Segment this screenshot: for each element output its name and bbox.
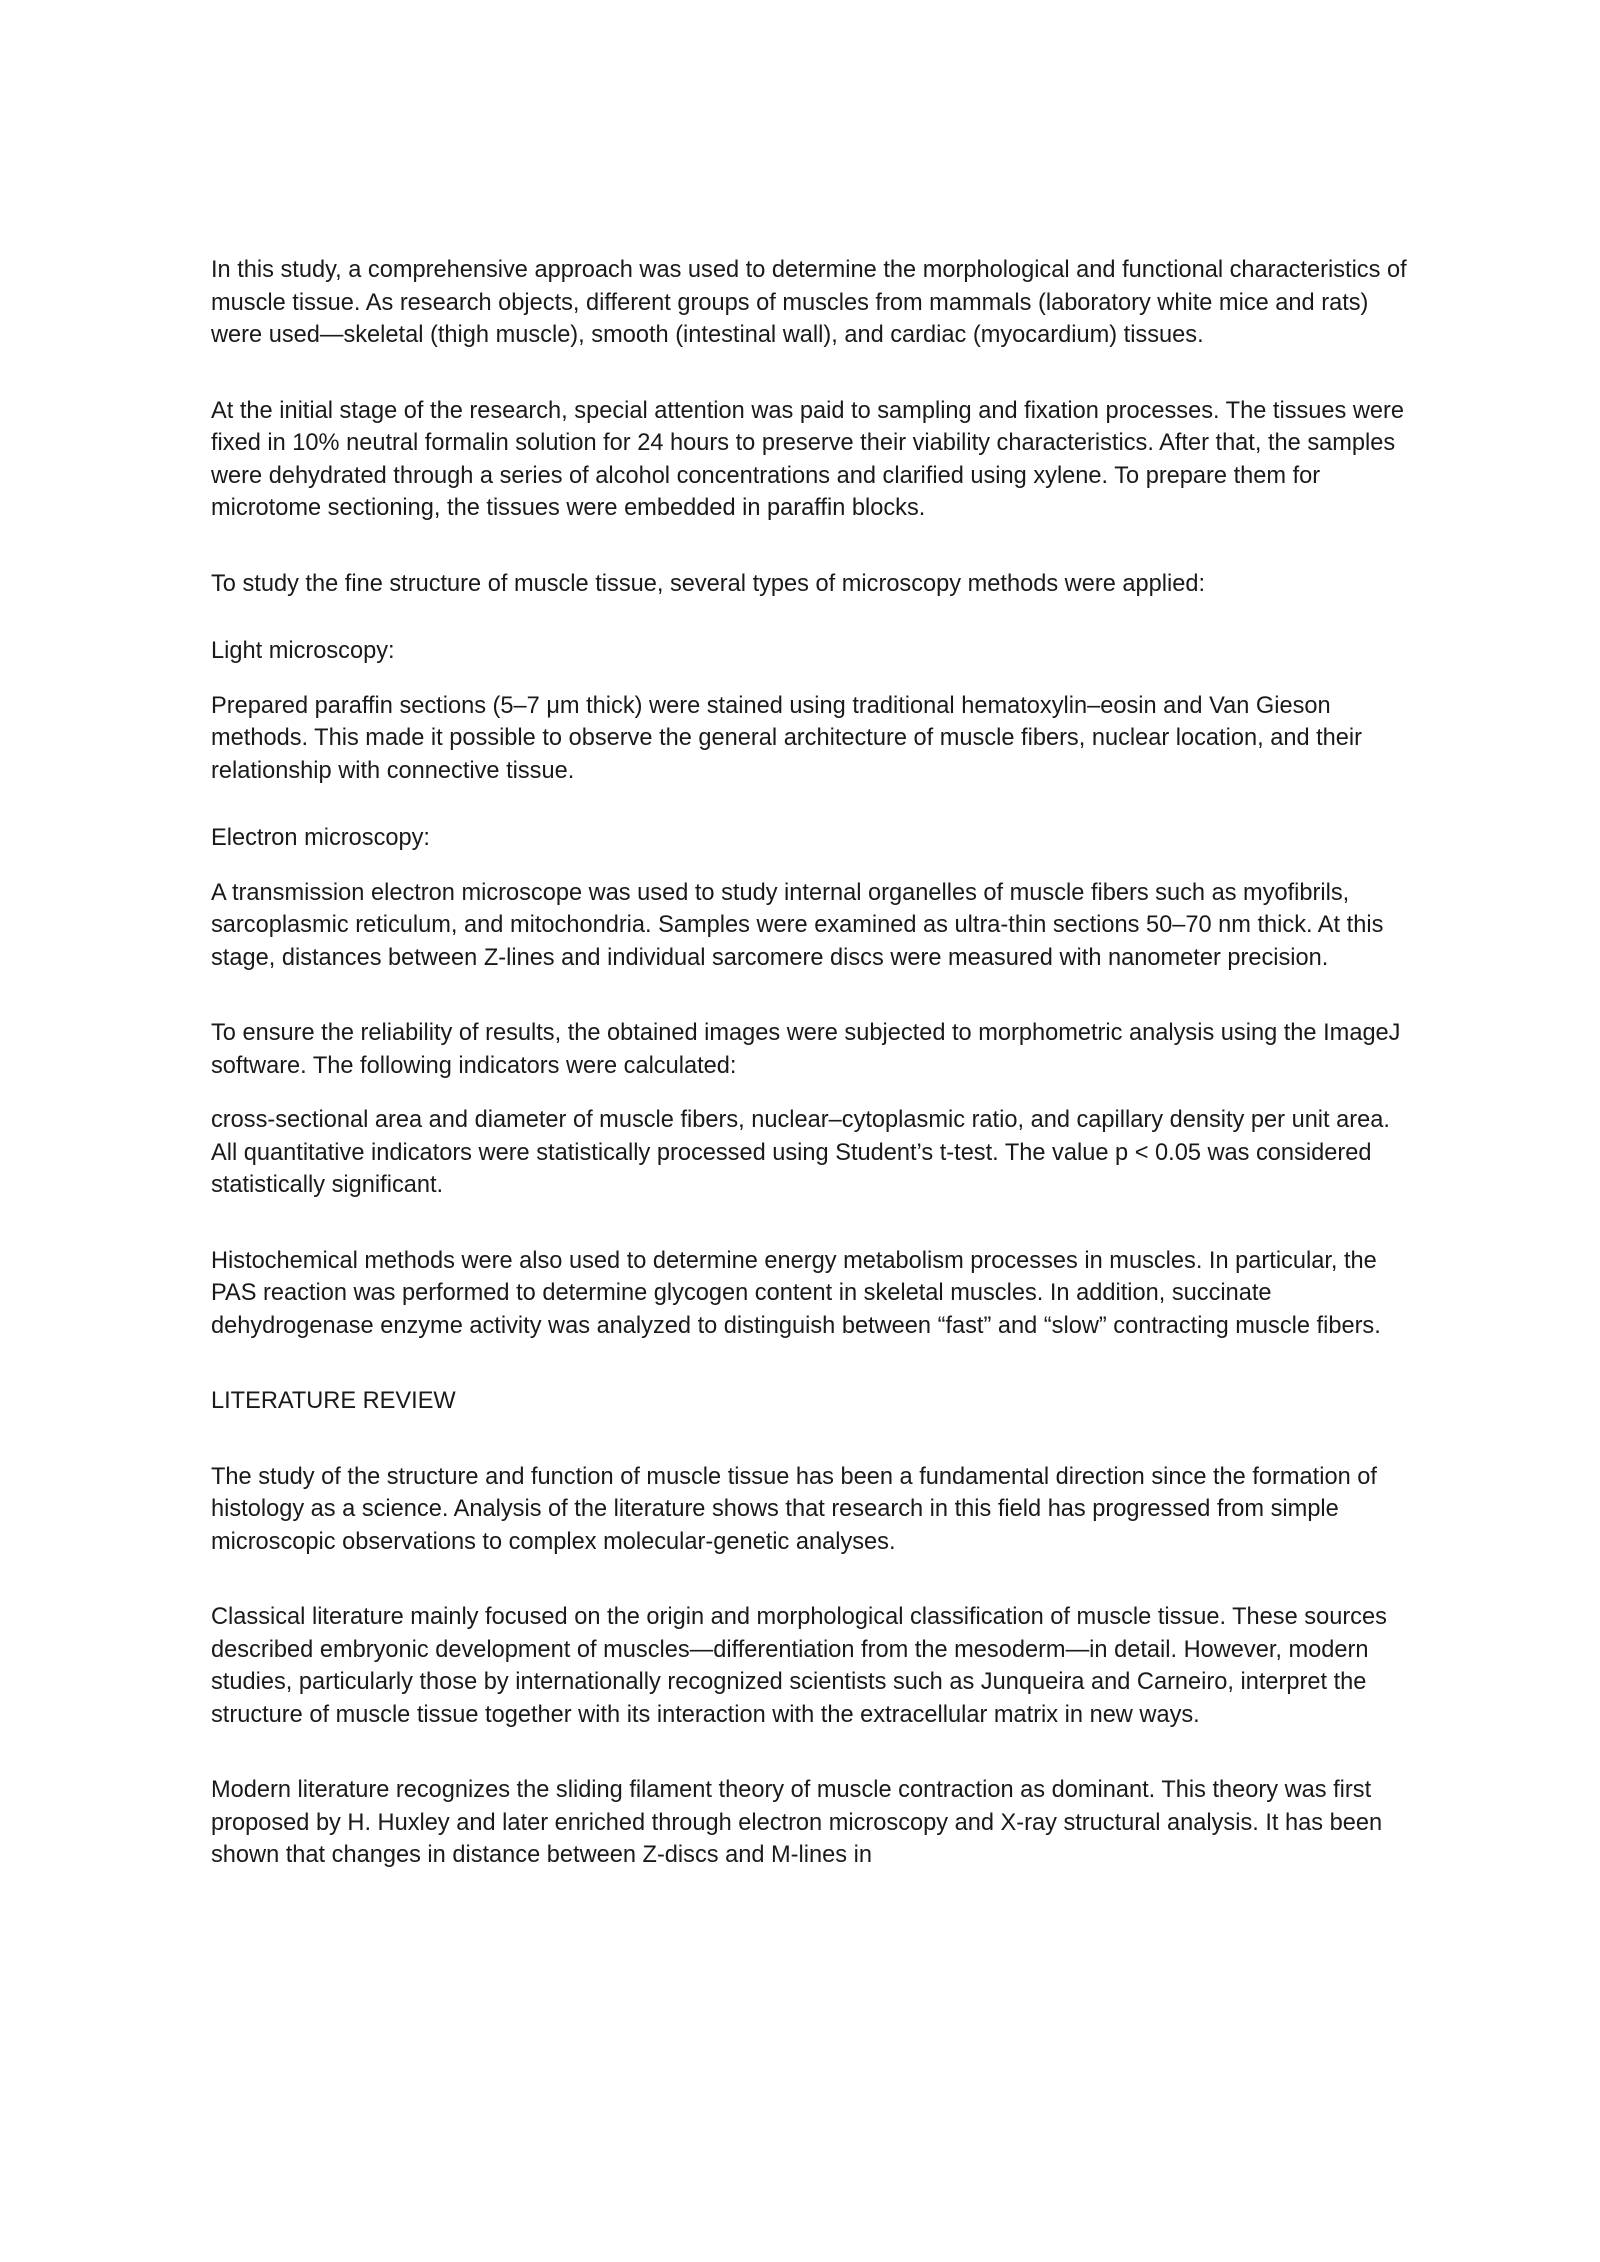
paragraph-morphometric-analysis: To ensure the reliability of results, the obtained images were subjected to morphometric analysis using the ImageJ software. The following indicators were calculated: [211,1020,1401,1079]
paragraph-microscopy-intro: To study the fine structure of muscle tissue, several types of microscopy methods were applied: [211,570,1206,597]
paragraph-classical-literature: Classical literature mainly focused on the origin and morphological classification of muscle tissue. These sources described embryonic development of muscles—differentiation from the mesoderm—in detail. However, modern studies, particularly those by internationally recognized scientists such as Junqueira and Carneiro, interpret the structure of muscle tissue together with its interaction with the extracellular matrix in new ways. [211,1604,1387,1728]
subheading-light-microscopy: Light microscopy: [211,638,395,664]
paragraph-literature-overview: The study of the structure and function of muscle tissue has been a fundamental direction since the formation of histology as a science. Analysis of the literature shows that research in this field has progressed from simple microscopic observations to complex molecular-genetic analyses. [211,1463,1377,1555]
paragraph-histochemical: Histochemical methods were also used to determine energy metabolism processes in muscles. In particular, the PAS reaction was performed to determine glycogen content in skeletal muscles. In addition, succinate dehydrogenase enzyme activity was analyzed to distinguish between “fast” and “slow” contracting muscle fibers. [211,1247,1381,1339]
paragraph-electron-microscopy: A transmission electron microscope was used to study internal organelles of muscle fibers such as myofibrils, sarcoplasmic reticulum, and mitochondria. Samples were examined as ultra-thin sections 50–70 nm thick. At this stage, distances between Z-lines and individual sarcomere discs were measured with nanometer precision. [211,879,1384,971]
subheading-electron-microscopy: Electron microscopy: [211,825,430,851]
paragraph-modern-literature: Modern literature recognizes the sliding filament theory of muscle contraction as dominant. This theory was first proposed by H. Huxley and later enriched through electron microscopy and X-ray structural analysis. It has been shown that changes in distance between Z-discs and M-lines in [211,1777,1383,1868]
paragraph-sampling-fixation: At the initial stage of the research, special attention was paid to sampling and fixation processes. The tissues were fixed in 10% neutral formalin solution for 24 hours to preserve their viability characteristics. After that, the samples were dehydrated through a series of alcohol concentrations and clarified using xylene. To prepare them for microtome sectioning, the tissues were embedded in paraffin blocks. [211,397,1405,521]
document-page [211,254,1411,1872]
paragraph-indicators: cross-sectional area and diameter of muscle fibers, nuclear–cytoplasmic ratio, and capillary density per unit area. All quantitative indicators were statistically processed using Student’s t-test. The value p < 0.05 was considered statistically significant. [211,1107,1390,1198]
section-heading-literature-review: LITERATURE REVIEW [211,1388,456,1414]
paragraph-methods-intro: In this study, a comprehensive approach was used to determine the morphological and functional characteristics of muscle tissue. As research objects, different groups of muscles from mammals (laboratory white mice and rats) were used—skeletal (thigh muscle), smooth (intestinal wall), and cardiac (myocardium) tissues. [211,257,1407,348]
paragraph-light-microscopy: Prepared paraffin sections (5–7 μm thick) were stained using traditional hematoxylin–eosin and Van Gieson methods. This made it possible to observe the general architecture of muscle fibers, nuclear location, and their relationship with connective tissue. [211,692,1363,784]
